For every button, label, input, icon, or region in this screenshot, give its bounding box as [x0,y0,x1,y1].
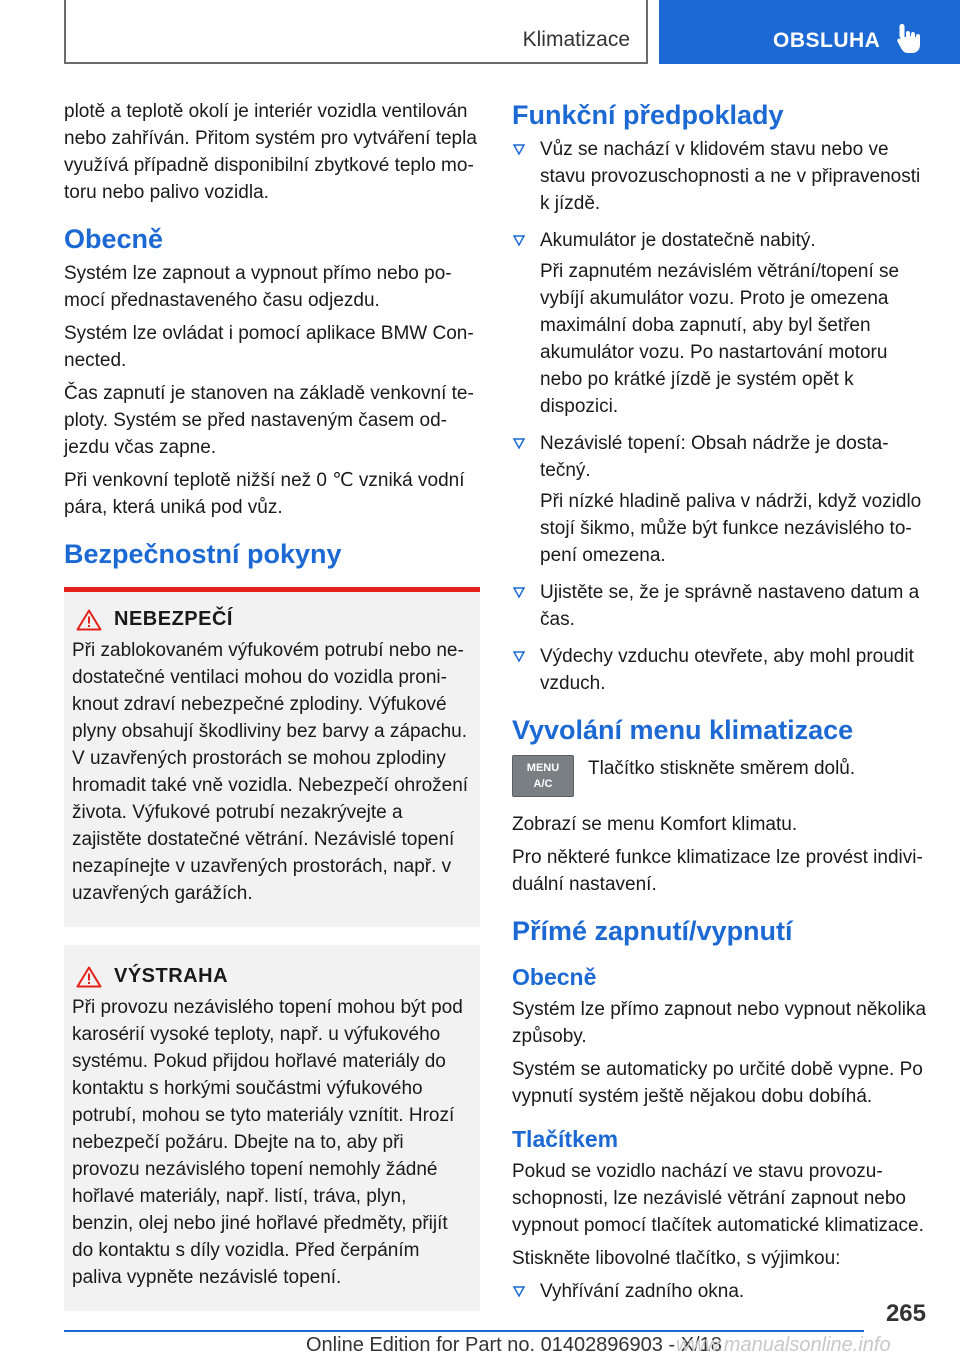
warning-title: VÝSTRAHA [114,965,229,987]
general-paragraph-2: Systém lze ovládat i pomocí aplikace BMW Connected. [64,323,474,371]
list-item [512,430,928,569]
menu-button-text: Tlačítko stiskněte směrem dolů. [588,758,856,779]
general-heading: Obecně [64,224,164,254]
hand-pointer-icon [895,22,923,54]
triangle-bullet-icon [512,436,526,450]
prereq-item-4: Ujistěte se, že je správně nastaveno datum a čas. [540,582,920,630]
footer-divider [64,1330,864,1332]
direct-general-paragraph-1: Systém lze přímo zapnout nebo vypnout několika způsoby. [512,999,927,1047]
prereq-item-3: Nezávislé topení: Obsah nádrže je dostatečný. [540,433,889,481]
footer-edition: Online Edition for Part no. 01402896903 - X/18 [306,1334,722,1356]
list-item [512,1278,928,1305]
safety-heading: Bezpečnostní pokyny [64,539,342,569]
page-number: 265 [885,1300,926,1327]
triangle-bullet-icon [512,649,526,663]
menu-paragraph-1: Zobrazí se menu Komfort klimatu. [512,814,798,835]
menu-button-line2: A/C [533,778,553,790]
prereq-item-2: Akumulátor je dostatečně nabitý. [540,230,816,251]
danger-title: NEBEZPEČÍ [114,608,233,630]
triangle-bullet-icon [512,585,526,599]
header-section-box [64,0,648,64]
warning-text: Při provozu nezávislého topení mohou být pod karosérií vysoké teploty, např. u výfukového systému. Pokud přijdou hořlavé materiály do kontaktu s horkými součástmi výfukového potrubí, mohou se tyto materiály vznítit. Hrozí nebezpečí požáru. Dbejte na to, aby při provozu nezávislého topení nemohly žádné hořlavé materiály, např. listí, tráva, plyn, benzin, olej nebo jiné hořlavé předměty, přijít do kontaktu s díly vozidla. Před čerpáním paliva vypněte nezávislé topení. [72,997,463,1288]
left-column [64,98,480,1311]
exception-list [512,1278,928,1305]
menu-heading: Vyvolání menu klimatizace [512,715,854,745]
menu-ac-button-icon [512,755,574,797]
prereq-heading: Funkční předpoklady [512,100,784,130]
warning-box [64,945,480,1311]
danger-text: Při zablokovaném výfukovém potrubí nebo nedostatečné ventilaci mohou do vozidla proniknout zdraví nebezpečné zplodiny. Výfukové plyny obsahují škodliviny bez barvy a zápachu. V uzavřených prostorách se mohou zplodiny hromadit také vně vozidla. Nebezpečí ohrožení života. Výfukové potrubí nezakrývejte a zajistěte dostatečné větrání. Nezávislé topení nezapínejte v uzavřených prostorách, např. v uzavřených garážích. [72,640,469,904]
header-chapter-tab [659,0,960,64]
danger-header [72,608,470,631]
prereq-list [512,136,928,697]
menu-button-row [512,755,928,797]
direct-button-paragraph-2: Stiskněte libovolné tlačítko, s výjimkou: [512,1248,841,1269]
footer-watermark: www.manualsonline.info [676,1334,891,1356]
list-item [512,227,928,420]
triangle-bullet-icon [512,142,526,156]
direct-general-paragraph-2: Systém se automaticky po určité době vypne. Po vypnutí systém ještě nějakou dobu dobíhá. [512,1059,923,1107]
right-column [512,98,928,1315]
menu-paragraph-2: Pro některé funkce klimatizace lze provést individuální nastavení. [512,847,923,895]
prereq-item-5: Výdechy vzduchu otevřete, aby mohl proudit vzduch. [540,646,914,694]
triangle-bullet-icon [512,233,526,247]
list-item [512,643,928,697]
prereq-item-1: Vůz se nachází v klidovém stavu nebo ve stavu provozuschopnosti a ne v připravenosti k jízdě. [540,139,921,214]
prereq-item-2-note: Při zapnutém nezávislém větrání/topení se vybíjí akumulátor vozu. Proto je omezena maximální doba zapnutí, aby byl šetřen akumulátor vozu. Po nastartování motoru nebo po krátké jízdě je systém opět k dispozici. [540,261,900,417]
direct-button-paragraph-1: Pokud se vozidlo nachází ve stavu provozuschopnosti, lze nezávislé větrání zapnout nebo vypnout pomocí tlačítek automatické klimatizace. [512,1161,924,1236]
header-chapter-label: OBSLUHA [773,29,881,52]
danger-box [64,587,480,927]
header-section-title: Klimatizace [522,28,630,51]
prereq-item-3-note: Při nízké hladině paliva v nádrži, když vozidlo stojí šikmo, může být funkce nezávislého topení omezena. [540,491,922,566]
intro-paragraph: plotě a teplotě okolí je interiér vozidla ventilován nebo zahříván. Přitom systém pro vytváření tepla využívá případně disponibilní zbytkové teplo motoru nebo palivo vozidla. [64,101,477,203]
warning-header [72,965,470,988]
warning-triangle-icon [76,609,102,631]
direct-button-heading: Tlačítkem [512,1126,619,1152]
exception-item-1: Vyhřívání zadního okna. [540,1281,745,1302]
menu-button-line1: MENU [526,762,560,774]
general-paragraph-3: Čas zapnutí je stanoven na základě venkovní teploty. Systém se před nastaveným časem odjezdu včas zapne. [64,383,474,458]
direct-heading: Přímé zapnutí/vypnutí [512,916,793,946]
general-paragraph-4: Při venkovní teplotě nižší než 0 ℃ vzniká vodní pára, která uniká pod vůz. [64,470,465,518]
direct-general-heading: Obecně [512,964,597,990]
page-header [0,0,960,66]
list-item [512,136,928,217]
list-item [512,579,928,633]
triangle-bullet-icon [512,1284,526,1298]
warning-triangle-icon [76,966,102,988]
general-paragraph-1: Systém lze zapnout a vypnout přímo nebo pomocí přednastaveného času odjezdu. [64,263,452,311]
